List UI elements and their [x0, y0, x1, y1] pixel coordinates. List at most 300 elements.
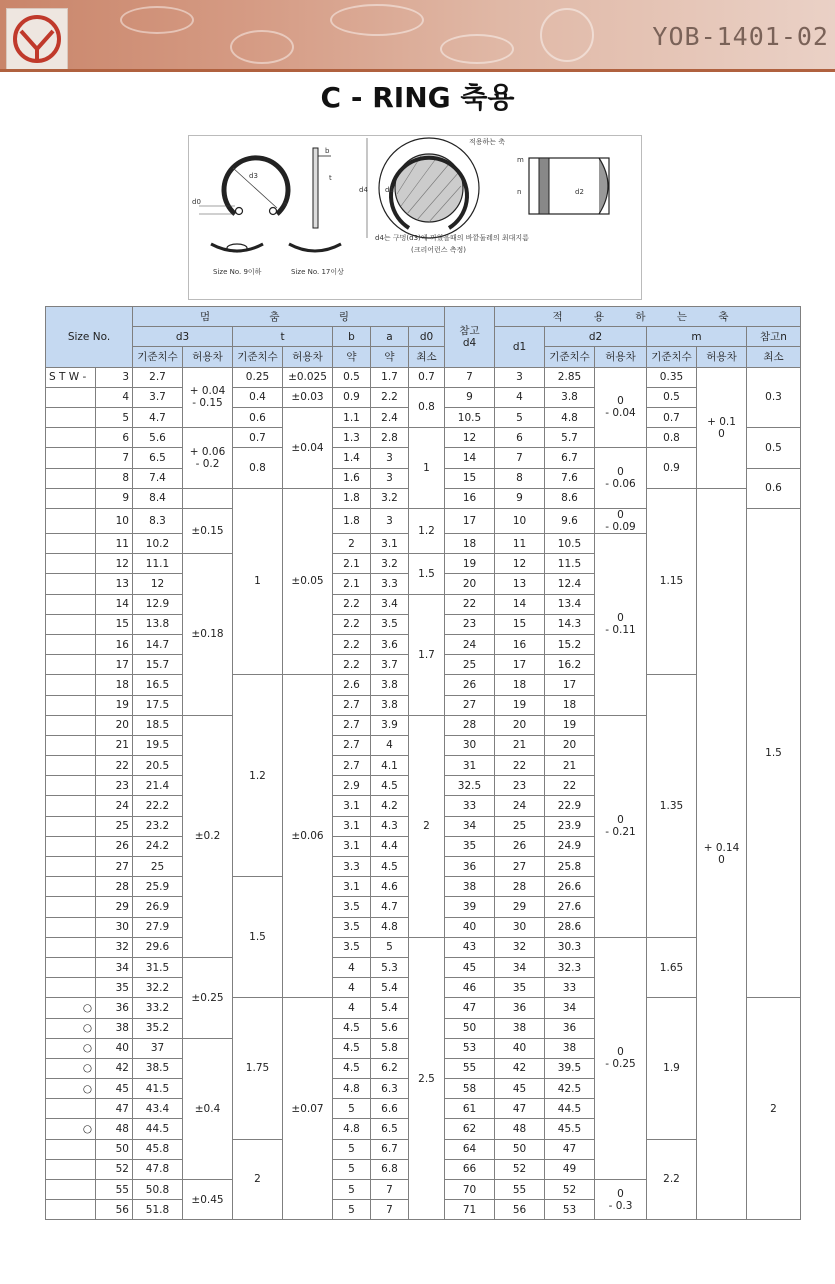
header-d0-min: 최소 [409, 347, 445, 367]
d2-base: 32.3 [545, 957, 595, 977]
size-prefix-cell [46, 448, 96, 468]
d2-base: 7.6 [545, 468, 595, 488]
size-no: 20 [96, 715, 133, 735]
a-value: 5.4 [371, 998, 409, 1018]
d1-value: 52 [495, 1159, 545, 1179]
header-d3-base: 기준치수 [133, 347, 183, 367]
a-value: 4.4 [371, 836, 409, 856]
d3-base: 21.4 [133, 776, 183, 796]
d3-base: 47.8 [133, 1159, 183, 1179]
page-title: C - RING 축용 [320, 81, 515, 114]
table-row [46, 428, 801, 448]
d1-value: 27 [495, 857, 545, 877]
m-base: 1.9 [647, 998, 697, 1139]
d0-min: 1 [409, 428, 445, 509]
d3-base: 26.9 [133, 897, 183, 917]
d4-value: 26 [445, 675, 495, 695]
size-no: 32 [96, 937, 133, 957]
d4-value: 36 [445, 857, 495, 877]
size-prefix-cell [46, 407, 96, 427]
d2-base: 47 [545, 1139, 595, 1159]
d3-base: 38.5 [133, 1058, 183, 1078]
size-no: 14 [96, 594, 133, 614]
size-prefix-cell [46, 917, 96, 937]
d2-base: 27.6 [545, 897, 595, 917]
d4-value: 32.5 [445, 776, 495, 796]
b-value: 5 [333, 1139, 371, 1159]
header-shaft-group: 적 용 하 는 축 [495, 307, 801, 327]
a-value: 6.3 [371, 1079, 409, 1099]
d4-value: 35 [445, 836, 495, 856]
d2-base: 33 [545, 978, 595, 998]
size-prefix-cell [46, 957, 96, 977]
b-value: 2.6 [333, 675, 371, 695]
banner-decoration [120, 6, 194, 34]
d1-value: 38 [495, 1018, 545, 1038]
size-mark: ○ [46, 1119, 96, 1139]
d2-tol: 0 - 0.3 [595, 1180, 647, 1220]
d1-value: 5 [495, 407, 545, 427]
m-base: 1.65 [647, 937, 697, 998]
d3-base: 43.4 [133, 1099, 183, 1119]
t-base: 1.2 [233, 675, 283, 877]
size-no: 38 [96, 1018, 133, 1038]
d3-base: 8.3 [133, 508, 183, 533]
d3-base: 17.5 [133, 695, 183, 715]
size-no: 52 [96, 1159, 133, 1179]
b-value: 5 [333, 1200, 371, 1220]
d2-base: 22 [545, 776, 595, 796]
b-value: 3.1 [333, 836, 371, 856]
d4-value: 28 [445, 715, 495, 735]
a-value: 5.8 [371, 1038, 409, 1058]
d3-tol: + 0.06 - 0.2 [183, 428, 233, 489]
d4-value: 47 [445, 998, 495, 1018]
a-value: 3.3 [371, 574, 409, 594]
d3-base: 12.9 [133, 594, 183, 614]
header-m-tol: 허용차 [697, 347, 747, 367]
d2-base: 36 [545, 1018, 595, 1038]
d1-value: 26 [495, 836, 545, 856]
d4-value: 66 [445, 1159, 495, 1179]
d0-min: 1.2 [409, 508, 445, 553]
t-base: 1.75 [233, 998, 283, 1139]
d2-base: 52 [545, 1180, 595, 1200]
t-base: 1 [233, 488, 283, 675]
d1-value: 48 [495, 1119, 545, 1139]
m-base: 1.35 [647, 675, 697, 937]
d4-value: 40 [445, 917, 495, 937]
d3-base: 7.4 [133, 468, 183, 488]
size-mark: ○ [46, 1038, 96, 1058]
technical-drawing [188, 135, 642, 300]
d3-base: 33.2 [133, 998, 183, 1018]
label-t: t [329, 174, 332, 182]
d3-base: 23.2 [133, 816, 183, 836]
label-ref-note: (크리어런스 측정) [411, 246, 467, 254]
size-no: 15 [96, 614, 133, 634]
header-a-approx: 약 [371, 347, 409, 367]
a-value: 5.4 [371, 978, 409, 998]
header-b: b [333, 327, 371, 347]
d2-base: 34 [545, 998, 595, 1018]
d3-base: 32.2 [133, 978, 183, 998]
label-d2: d2 [575, 188, 584, 196]
label-a: a [283, 200, 288, 208]
b-value: 2.7 [333, 695, 371, 715]
size-prefix-cell [46, 675, 96, 695]
d0-min: 0.8 [409, 387, 445, 427]
d2-base: 42.5 [545, 1079, 595, 1099]
d1-value: 25 [495, 816, 545, 836]
size-prefix-cell [46, 594, 96, 614]
d3-base: 12 [133, 574, 183, 594]
size-no: 29 [96, 897, 133, 917]
d3-base: 16.5 [133, 675, 183, 695]
d3-base: 10.2 [133, 534, 183, 554]
d4-value: 19 [445, 554, 495, 574]
c-ring-diagram [189, 136, 641, 299]
size-prefix-cell [46, 614, 96, 634]
a-value: 4.5 [371, 776, 409, 796]
d1-value: 47 [495, 1099, 545, 1119]
size-prefix-cell [46, 857, 96, 877]
a-value: 4.7 [371, 897, 409, 917]
d0-min: 2 [409, 715, 445, 937]
a-value: 3.2 [371, 554, 409, 574]
label-n: n [517, 188, 522, 196]
d4-value: 45 [445, 957, 495, 977]
d4-value: 16 [445, 488, 495, 508]
b-value: 3.5 [333, 937, 371, 957]
header-d2: d2 [545, 327, 647, 347]
d3-tol: ±0.2 [183, 715, 233, 957]
d4-value: 17 [445, 508, 495, 533]
header-size-no: Size No. [46, 307, 133, 368]
b-value: 3.1 [333, 816, 371, 836]
b-value: 3.1 [333, 877, 371, 897]
d4-value: 14 [445, 448, 495, 468]
d2-base: 17 [545, 675, 595, 695]
size-prefix-cell [46, 715, 96, 735]
d2-base: 22.9 [545, 796, 595, 816]
d4-value: 33 [445, 796, 495, 816]
t-base: 0.6 [233, 407, 283, 427]
d3-base: 4.7 [133, 407, 183, 427]
label-d0: d0 [192, 198, 201, 206]
header-a: a [371, 327, 409, 347]
d3-base: 37 [133, 1038, 183, 1058]
d1-value: 21 [495, 735, 545, 755]
d2-base: 11.5 [545, 554, 595, 574]
d2-base: 21 [545, 756, 595, 776]
d2-base: 38 [545, 1038, 595, 1058]
d1-value: 18 [495, 675, 545, 695]
size-prefix-cell [46, 756, 96, 776]
d2-base: 14.3 [545, 614, 595, 634]
d3-base: 8.4 [133, 488, 183, 508]
d3-tol: + 0.04 - 0.15 [183, 367, 233, 428]
d4-value: 22 [445, 594, 495, 614]
header-d3-tol: 허용차 [183, 347, 233, 367]
n-min: 0.3 [747, 367, 801, 428]
size-prefix-cell [46, 428, 96, 448]
d3-base: 51.8 [133, 1200, 183, 1220]
header-d0: d0 [409, 327, 445, 347]
d3-base: 6.5 [133, 448, 183, 468]
m-base: 2.2 [647, 1139, 697, 1220]
b-value: 2.7 [333, 715, 371, 735]
size-prefix-cell [46, 776, 96, 796]
t-tol: ±0.05 [283, 488, 333, 675]
d3-base: 20.5 [133, 756, 183, 776]
a-value: 3.1 [371, 534, 409, 554]
b-value: 4.8 [333, 1119, 371, 1139]
table-row [46, 367, 801, 387]
b-value: 4.5 [333, 1038, 371, 1058]
d2-base: 53 [545, 1200, 595, 1220]
b-value: 2.1 [333, 574, 371, 594]
t-base: 0.7 [233, 428, 283, 448]
d2-base: 26.6 [545, 877, 595, 897]
b-value: 3.3 [333, 857, 371, 877]
size-prefix-cell [46, 695, 96, 715]
spec-table-body [46, 367, 801, 1220]
b-value: 2.2 [333, 655, 371, 675]
a-value: 4.3 [371, 816, 409, 836]
label-shaft-note: 적용하는 축 [469, 138, 506, 146]
size-no: 8 [96, 468, 133, 488]
d3-tol: ±0.45 [183, 1180, 233, 1220]
d2-base: 9.6 [545, 508, 595, 533]
spec-table [45, 306, 801, 1220]
size-mark: ○ [46, 1079, 96, 1099]
d2-base: 18 [545, 695, 595, 715]
d4-value: 71 [445, 1200, 495, 1220]
series-prefix: S T W - [46, 367, 96, 387]
d1-value: 12 [495, 554, 545, 574]
d2-tol: 0 - 0.09 [595, 508, 647, 533]
d4-value: 70 [445, 1180, 495, 1200]
a-value: 7 [371, 1180, 409, 1200]
d1-value: 34 [495, 957, 545, 977]
a-value: 3 [371, 468, 409, 488]
size-no: 13 [96, 574, 133, 594]
d3-tol: ±0.18 [183, 554, 233, 716]
d3-base: 14.7 [133, 634, 183, 654]
d3-tol: ±0.25 [183, 957, 233, 1038]
t-base: 1.5 [233, 877, 283, 998]
d1-value: 45 [495, 1079, 545, 1099]
d0-min: 0.7 [409, 367, 445, 387]
size-prefix-cell [46, 978, 96, 998]
size-prefix-cell [46, 634, 96, 654]
a-value: 4.8 [371, 917, 409, 937]
label-size17: Size No. 17이상 [291, 268, 344, 276]
banner-decoration [330, 4, 424, 36]
a-value: 2.2 [371, 387, 409, 407]
size-no: 10 [96, 508, 133, 533]
size-no: 16 [96, 634, 133, 654]
size-prefix-cell [46, 387, 96, 407]
size-prefix-cell [46, 816, 96, 836]
size-no: 28 [96, 877, 133, 897]
header-n: 참고n [747, 327, 801, 347]
a-value: 3.4 [371, 594, 409, 614]
n-min: 1.5 [747, 508, 801, 997]
size-prefix-cell [46, 468, 96, 488]
d1-value: 35 [495, 978, 545, 998]
header-d3: d3 [133, 327, 233, 347]
d4-value: 53 [445, 1038, 495, 1058]
size-prefix-cell [46, 836, 96, 856]
d3-base: 18.5 [133, 715, 183, 735]
a-value: 6.5 [371, 1119, 409, 1139]
d1-value: 4 [495, 387, 545, 407]
header-t: t [233, 327, 333, 347]
d2-tol: 0 - 0.11 [595, 534, 647, 716]
a-value: 4.6 [371, 877, 409, 897]
d2-base: 24.9 [545, 836, 595, 856]
size-prefix-cell [46, 1159, 96, 1179]
n-min: 2 [747, 998, 801, 1220]
t-tol: ±0.06 [283, 675, 333, 998]
d3-base: 19.5 [133, 735, 183, 755]
a-value: 6.6 [371, 1099, 409, 1119]
d2-base: 19 [545, 715, 595, 735]
banner-decoration [230, 30, 294, 64]
size-prefix-cell [46, 488, 96, 508]
b-value: 2.9 [333, 776, 371, 796]
d2-tol: 0 - 0.04 [595, 367, 647, 448]
label-d3: d3 [249, 172, 258, 180]
banner-divider [0, 69, 835, 72]
d3-tol: ±0.15 [183, 508, 233, 553]
d1-value: 7 [495, 448, 545, 468]
label-b: b [325, 147, 330, 155]
a-value: 2.4 [371, 407, 409, 427]
d1-value: 8 [495, 468, 545, 488]
size-prefix-cell [46, 1200, 96, 1220]
d3-base: 11.1 [133, 554, 183, 574]
size-prefix-cell [46, 1180, 96, 1200]
d2-base: 13.4 [545, 594, 595, 614]
size-prefix-cell [46, 534, 96, 554]
b-value: 2.7 [333, 756, 371, 776]
b-value: 4 [333, 957, 371, 977]
d4-value: 61 [445, 1099, 495, 1119]
d1-value: 50 [495, 1139, 545, 1159]
d4-value: 20 [445, 574, 495, 594]
size-no: 19 [96, 695, 133, 715]
size-no: 42 [96, 1058, 133, 1078]
a-value: 5 [371, 937, 409, 957]
d3-tol [183, 488, 233, 508]
d4-value: 55 [445, 1058, 495, 1078]
d1-value: 13 [495, 574, 545, 594]
header-n-min: 최소 [747, 347, 801, 367]
size-no: 4 [96, 387, 133, 407]
a-value: 4 [371, 735, 409, 755]
size-prefix-cell [46, 1139, 96, 1159]
b-value: 2.2 [333, 634, 371, 654]
d2-tol: 0 - 0.21 [595, 715, 647, 937]
banner-decoration [440, 34, 514, 64]
t-tol: ±0.04 [283, 407, 333, 488]
a-value: 3 [371, 508, 409, 533]
b-value: 2.2 [333, 594, 371, 614]
d2-base: 4.8 [545, 407, 595, 427]
b-value: 2 [333, 534, 371, 554]
d2-base: 23.9 [545, 816, 595, 836]
d2-base: 25.8 [545, 857, 595, 877]
d4-value: 7 [445, 367, 495, 387]
size-no: 23 [96, 776, 133, 796]
header-member-group: 멈 춤 링 [133, 307, 445, 327]
size-prefix-cell [46, 508, 96, 533]
d4-value: 27 [445, 695, 495, 715]
size-no: 9 [96, 488, 133, 508]
size-no: 22 [96, 756, 133, 776]
d4-value: 9 [445, 387, 495, 407]
d1-value: 36 [495, 998, 545, 1018]
d3-base: 44.5 [133, 1119, 183, 1139]
header-d2-base: 기준치수 [545, 347, 595, 367]
size-no: 26 [96, 836, 133, 856]
t-base: 0.4 [233, 387, 283, 407]
d4-value: 15 [445, 468, 495, 488]
d1-value: 23 [495, 776, 545, 796]
size-no: 24 [96, 796, 133, 816]
size-prefix-cell [46, 897, 96, 917]
size-no: 30 [96, 917, 133, 937]
d4-value: 10.5 [445, 407, 495, 427]
b-value: 1.6 [333, 468, 371, 488]
d1-value: 3 [495, 367, 545, 387]
d4-value: 25 [445, 655, 495, 675]
size-no: 36 [96, 998, 133, 1018]
size-prefix-cell [46, 574, 96, 594]
label-size9: Size No. 9이하 [213, 268, 262, 276]
m-base: 0.9 [647, 448, 697, 488]
d4-value: 30 [445, 735, 495, 755]
size-no: 55 [96, 1180, 133, 1200]
size-no: 12 [96, 554, 133, 574]
b-value: 2.7 [333, 735, 371, 755]
d3-base: 24.2 [133, 836, 183, 856]
d1-value: 32 [495, 937, 545, 957]
d4-value: 18 [445, 534, 495, 554]
b-value: 4 [333, 998, 371, 1018]
a-value: 3.8 [371, 675, 409, 695]
d2-base: 20 [545, 735, 595, 755]
t-tol: ±0.07 [283, 998, 333, 1220]
t-base: 2 [233, 1139, 283, 1220]
b-value: 1.3 [333, 428, 371, 448]
m-base: 0.35 [647, 367, 697, 387]
table-row [46, 937, 801, 957]
size-prefix-cell [46, 655, 96, 675]
d1-value: 30 [495, 917, 545, 937]
d3-base: 29.6 [133, 937, 183, 957]
d3-base: 27.9 [133, 917, 183, 937]
d1-value: 19 [495, 695, 545, 715]
header-d4: 참고 d4 [445, 307, 495, 368]
document-code: YOB-1401-02 [652, 22, 829, 51]
size-no: 11 [96, 534, 133, 554]
size-no: 45 [96, 1079, 133, 1099]
d3-base: 15.7 [133, 655, 183, 675]
